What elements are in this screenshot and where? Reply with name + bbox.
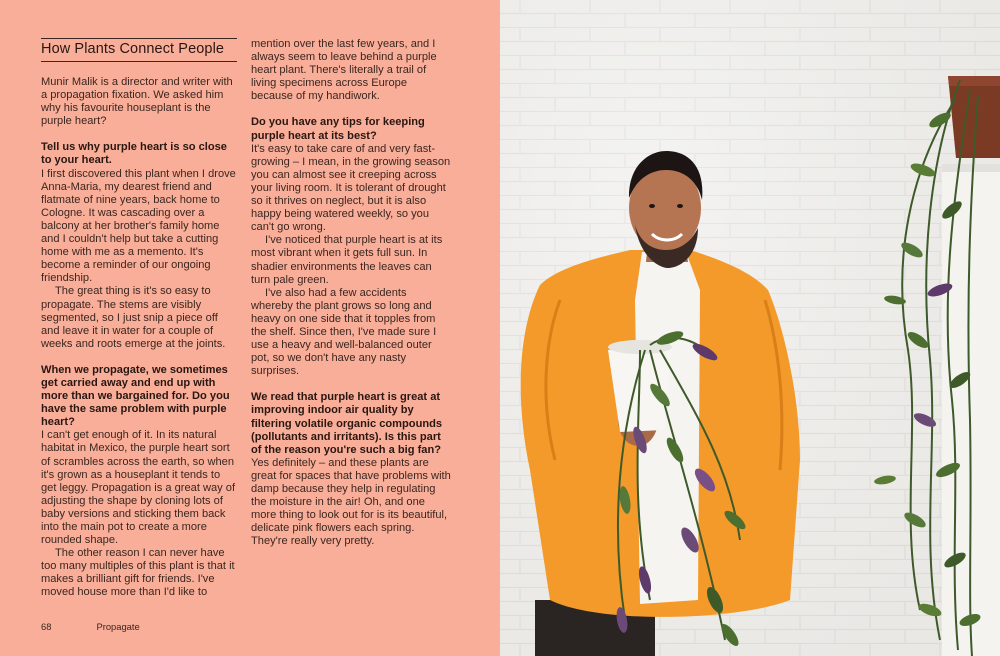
question-4: We read that purple heart is great at improving indoor air quality by filtering volatile organic compounds (pollutants and irritants). Is this part of the reason you're such a big fan? <box>251 391 443 456</box>
article-title: How Plants Connect People <box>41 38 237 62</box>
answer-1-paragraph-2: The great thing is it's so easy to propagate. The stems are visibly segmented, so I just snip a piece off and leave it in water for a couple of weeks and roots emerge at the joints. <box>41 285 226 350</box>
answer-3-paragraph-3: I've also had a few accidents whereby the plant grows so long and heavy on one side that it topples from the shelf. Since then, I've made sure I use a heavy and well-balanced outer pot, so we don't have any nasty surprises. <box>251 286 437 378</box>
answer-2-paragraph-1: I can't get enough of it. In its natural habitat in Mexico, the purple heart sort of scrambles across the earth, so when it's grown as a houseplant it tends to get leggy. Propagation is a great way of adjusting the shape by cloning lots of baby versions and sticking them back into the main pot to create a more rounded shape. <box>41 429 236 547</box>
text-column-1 <box>41 38 237 600</box>
page-number: 68 <box>41 621 52 632</box>
intro-paragraph: Munir Malik is a director and writer with a propagation fixation. We asked him why his favourite houseplant is the purple heart? <box>41 76 233 128</box>
answer-2-paragraph-2-start: The other reason I can never have too many multiples of this plant is that it makes a brilliant gift for friends. I've moved house more than I'd like to <box>41 547 235 599</box>
question-1: Tell us why purple heart is so close to your heart. <box>41 141 227 167</box>
text-column-2 <box>251 38 451 548</box>
question-2: When we propagate, we sometimes get carried away and end up with more than we bargained for. Do you have the same problem with purple heart? <box>41 363 230 429</box>
answer-3-paragraph-2: I've noticed that purple heart is at its most vibrant when it gets full sun. In shadier environments the leaves can turn pale green. <box>251 234 443 286</box>
page-footer <box>41 621 140 632</box>
right-page-photo <box>500 0 1000 656</box>
question-3: Do you have any tips for keeping purple heart at its best? <box>251 116 425 142</box>
section-name: Propagate <box>96 621 140 632</box>
answer-2-paragraph-2-continued: mention over the last few years, and I always seem to leave behind a purple heart plant. There's literally a trail of living specimens across Europe because of my handiwork. <box>251 38 437 103</box>
answer-4-paragraph-1: Yes definitely – and these plants are great for spaces that have problems with damp because they help in regulating the moisture in the air! Oh, and one more thing to look out for is its beautiful, delicate pink flowers each spring. They're really very pretty. <box>251 456 451 548</box>
answer-1-paragraph-1: I first discovered this plant when I drove Anna-Maria, my dearest friend and flatmate of nine years, back home to Cologne. It was cascading over a balcony at her brother's family home and I couldn't help but take a cutting home with me as a memento. It's become a reminder of our ongoing friendship. <box>41 167 236 285</box>
portrait-photo <box>500 0 1000 656</box>
answer-3-paragraph-1: It's easy to take care of and very fast-growing – I mean, in the growing season you can almost see it creeping across your living room. It is tolerant of drought so it thrives on neglect, but it is also happy being watered weekly, so you can't go wrong. <box>251 142 451 234</box>
